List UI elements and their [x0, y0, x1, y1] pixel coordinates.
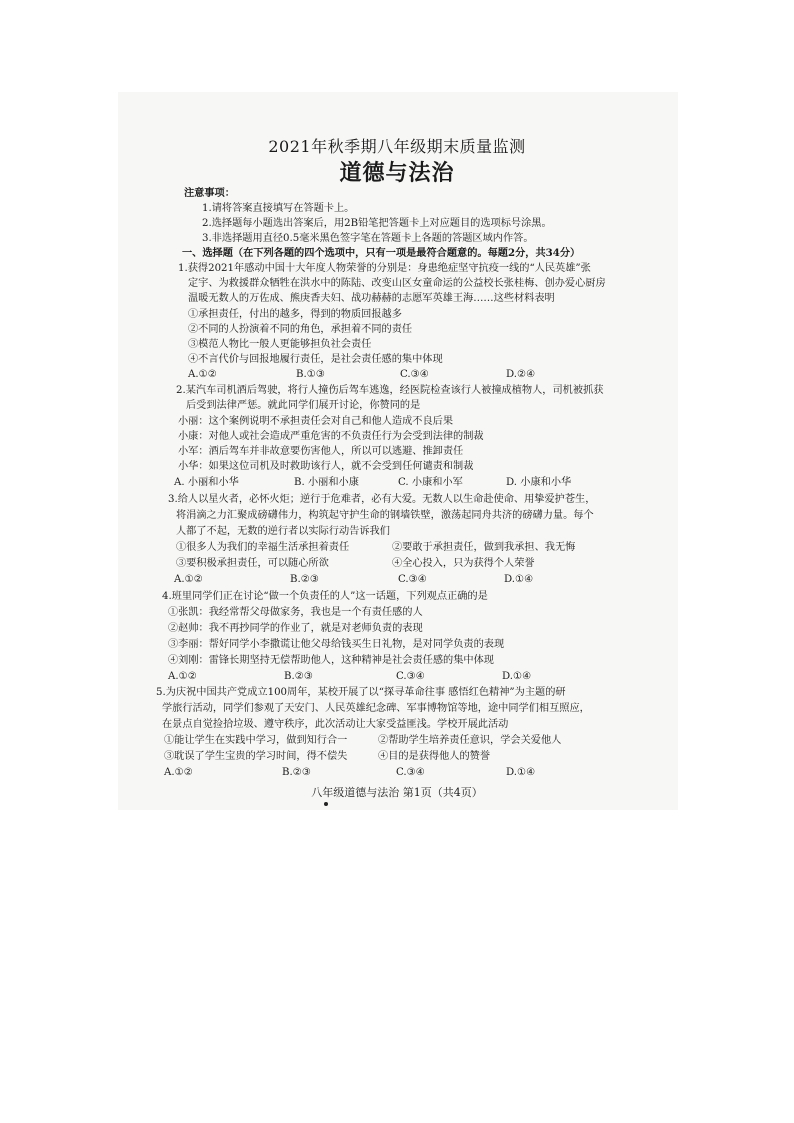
scan-speck [324, 802, 328, 806]
answer-option: A. 小丽和小华 [174, 477, 239, 488]
answer-option: D.①④ [506, 767, 536, 778]
statement-item: ④刘刚：雷锋长期坚持无偿帮助他人，这种精神是社会责任感的集中体现 [168, 655, 494, 666]
answer-option: C. 小康和小军 [398, 477, 463, 488]
notice-heading: 注意事项： [184, 187, 235, 199]
question-stem: 3.给人以星火者，必怀火炬；逆行于危难者，必有大爱。无数人以生命赴使命、用挚爱护苍生， [168, 494, 596, 505]
question-stem: 5.为庆祝中国共产党成立100周年，某校开展了以“探寻革命往事 感悟红色精神”为主题的研 [156, 687, 566, 698]
statement-item: ③耽误了学生宝贵的学习时间，得不偿失 [164, 751, 348, 762]
notice-item: 3.非选择题用直径0.5毫米黑色签字笔在答题卡上各题的答题区域内作答。 [202, 233, 534, 244]
answer-option: C.③④ [400, 369, 429, 380]
statement-item: ④全心投入，只为获得个人荣誉 [392, 558, 535, 569]
answer-option: A.①② [174, 574, 203, 585]
answer-option: B.②③ [290, 574, 319, 585]
statement-item: ①承担责任，付出的越多，得到的物质回报越多 [188, 309, 402, 320]
statement-item: ②赵帅：我不再抄同学的作业了，就是对老师负责的表现 [168, 623, 423, 634]
question-stem: 将涓滴之力汇聚成磅礴伟力，构筑起守护生命的钢墙铁壁，激荡起同舟共济的磅礴力量。每个 [176, 510, 594, 521]
question-stem: 2.某汽车司机酒后驾驶，将行人撞伤后驾车逃逸，经医院检查该行人被撞成植物人，司机被抓获 [176, 385, 604, 396]
answer-option: A.①② [188, 369, 217, 380]
answer-option: C.③④ [398, 574, 427, 585]
statement-item: ④目的是获得他人的赞誉 [378, 751, 491, 762]
question-stem: 人都了不起，无数的逆行者以实际行动告诉我们 [176, 526, 390, 537]
question-stem: 4.班里同学们正在讨论“做一个负责任的人”这一话题，下列观点正确的是 [162, 591, 488, 602]
statement-item: ②帮助学生培养责任意识，学会关爱他人 [378, 735, 562, 746]
answer-option: B.②③ [282, 767, 311, 778]
statement-item: ③李丽：帮好同学小李撒谎让他父母给钱买生日礼物，是对同学负责的表现 [168, 639, 505, 650]
statement-item: ②要敢于承担责任，做到我承担、我无悔 [392, 542, 576, 553]
notice-item: 2.选择题每小题选出答案后，用2B铅笔把答题卡上对应题目的选项标号涂黑。 [202, 218, 552, 229]
statement-item: ④不言代价与回报地履行责任，是社会责任感的集中体现 [188, 354, 443, 365]
statement-item: ①很多人为我们的幸福生活承担着责任 [176, 542, 350, 553]
statement-item: ①张凯：我经常帮父母做家务，我也是一个有责任感的人 [168, 607, 423, 618]
answer-option: A.①② [164, 767, 193, 778]
statement-item: ②不同的人扮演着不同的角色，承担着不同的责任 [188, 324, 413, 335]
answer-option: A.①② [168, 671, 197, 682]
answer-option: D.②④ [506, 369, 536, 380]
answer-option: D.①④ [504, 574, 534, 585]
answer-option: C.③④ [396, 671, 425, 682]
answer-option: B.①③ [296, 369, 325, 380]
notice-item: 1.请将答案直接填写在答题卡上。 [202, 203, 355, 214]
statement-item: ③要积极承担责任，可以随心所欲 [176, 558, 329, 569]
exam-title: 2021年秋季期八年级期末质量监测 [268, 137, 526, 156]
question-stem: 后受到法律严惩。就此同学们展开讨论，你赞同的是 [186, 400, 421, 411]
section-heading: 一、选择题（在下列各题的四个选项中，只有一项是最符合题意的。每题2分，共34分） [182, 247, 581, 259]
answer-option: C.③④ [396, 767, 425, 778]
statement-item: 小军：酒后驾车并非故意要伤害他人，所以可以逃避、推卸责任 [178, 446, 464, 457]
statement-item: ①能让学生在实践中学习，做到知行合一 [164, 735, 348, 746]
question-stem: 学旅行活动，同学们参观了天安门、人民英雄纪念碑、军事博物馆等地，途中同学们相互照应， [162, 703, 590, 714]
statement-item: 小康：对他人或社会造成严重危害的不负责任行为会受到法律的制裁 [178, 431, 484, 442]
question-stem: 1.获得2021年感动中国十大年度人物荣誉的分别是：身患绝症坚守抗疫一线的“人民英雄”张 [178, 263, 591, 274]
answer-option: B. 小丽和小康 [294, 477, 359, 488]
answer-option: D. 小康和小华 [506, 477, 572, 488]
answer-option: B.②③ [284, 671, 313, 682]
statement-item: 小华：如果这位司机及时救助该行人，就不会受到任何谴责和制裁 [178, 461, 474, 472]
subject-title: 道德与法治 [339, 160, 455, 186]
page-footer: 八年级道德与法治 第1页（共4页） [311, 786, 483, 799]
question-stem: 定宇、为救援群众牺牲在洪水中的陈陆、改变山区女童命运的公益校长张桂梅、创办爱心厨房 [188, 278, 606, 289]
question-stem: 温暖无数人的万佐成、熊庚香夫妇、战功赫赫的志愿军英雄王海……这些材料表明 [188, 293, 555, 304]
statement-item: ③模范人物比一般人更能够担负社会责任 [188, 339, 372, 350]
statement-item: 小丽：这个案例说明不承担责任会对自己和他人造成不良后果 [178, 416, 454, 427]
question-stem: 在景点自觉捡拾垃圾、遵守秩序，此次活动让大家受益匪浅。学校开展此活动 [162, 719, 509, 730]
answer-option: D.①④ [502, 671, 532, 682]
